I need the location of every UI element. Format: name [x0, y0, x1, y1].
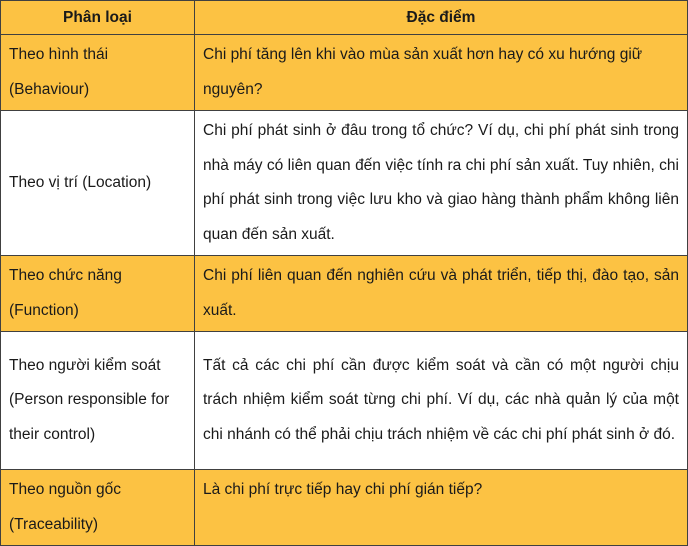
- table-row: [1, 470, 688, 546]
- row-description: Chi phí liên quan đến nghiên cứu và phát triển, tiếp thị, đào tạo, sản xuất.: [195, 256, 688, 332]
- row-description: Chi phí phát sinh ở đâu trong tổ chức? Ví dụ, chi phí phát sinh trong nhà máy có liên quan đến việc tính ra chi phí sản xuất. Tuy nhiên, chi phí phát sinh trong việc lưu kho và giao hàng thành phẩm không liên quan đến sản xuất.: [195, 111, 688, 256]
- table-header-row: [1, 1, 688, 35]
- header-category: Phân loại: [1, 1, 195, 35]
- header-characteristics: Đặc điểm: [195, 1, 688, 35]
- row-description: Là chi phí trực tiếp hay chi phí gián tiếp?: [195, 470, 688, 546]
- row-category: Theo nguồn gốc (Traceability): [1, 470, 195, 546]
- table-row: [1, 35, 688, 111]
- table-row: [1, 332, 688, 470]
- row-description: Tất cả các chi phí cần được kiểm soát và cần có một người chịu trách nhiệm kiểm soát từng chi phí. Ví dụ, các nhà quản lý của một chi nhánh có thể phải chịu trách nhiệm về các chi phí phát sinh ở đó.: [195, 332, 688, 470]
- table-row: [1, 256, 688, 332]
- row-category: Theo chức năng (Function): [1, 256, 195, 332]
- row-category: Theo vị trí (Location): [1, 111, 195, 256]
- row-category: Theo người kiểm soát (Person responsible for their control): [1, 332, 195, 470]
- table-row: [1, 111, 688, 256]
- row-category: Theo hình thái (Behaviour): [1, 35, 195, 111]
- row-description: Chi phí tăng lên khi vào mùa sản xuất hơn hay có xu hướng giữ nguyên?: [195, 35, 688, 111]
